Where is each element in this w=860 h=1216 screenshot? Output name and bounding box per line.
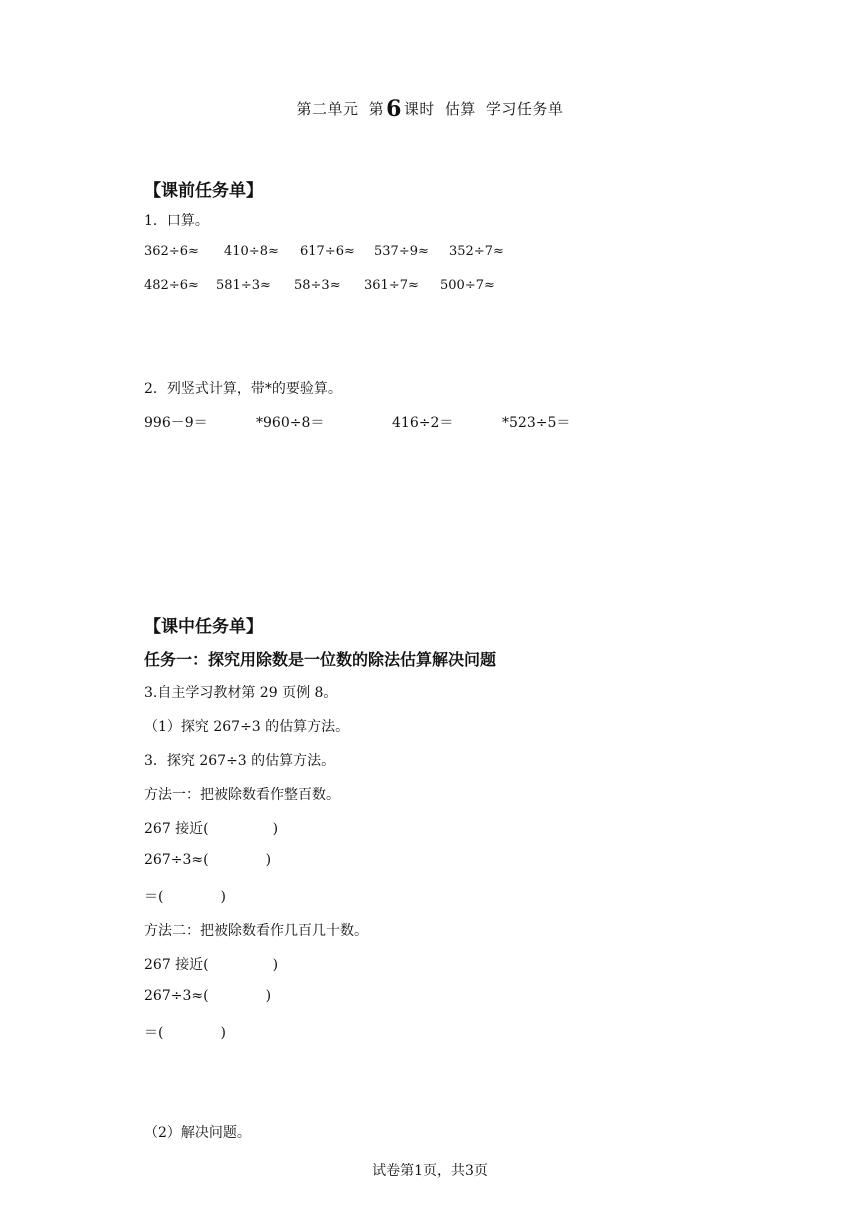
title-topic: 估算 — [444, 100, 476, 118]
study-instruction: 3.自主学习教材第 29 页例 8。 — [144, 685, 338, 701]
pre-class-heading: 【课前任务单】 — [144, 181, 263, 201]
vertical-calc-row — [144, 412, 570, 432]
oral-calc-row-2 — [144, 278, 495, 293]
method-two-label: 方法二：把被除数看作几百几十数。 — [144, 923, 368, 939]
oral-calc-item: 482÷6≈ — [144, 278, 199, 293]
page-title — [0, 96, 860, 122]
title-unit: 第二单元 — [296, 100, 359, 118]
vertical-calc-item: 416÷2＝ — [392, 415, 454, 431]
vertical-calc-item: 996－9＝ — [144, 415, 208, 431]
q2-label: 2．列竖式计算，带*的要验算。 — [144, 381, 342, 397]
oral-calc-item: 361÷7≈ — [364, 278, 419, 293]
oral-calc-item: 410÷8≈ — [224, 244, 279, 259]
method-one-estimate: 267÷3≈( ) — [144, 852, 272, 868]
sub-question-1: （1）探究 267÷3 的估算方法。 — [144, 719, 350, 735]
oral-calc-item: 617÷6≈ — [300, 244, 355, 259]
title-keshi: 课时 — [403, 100, 435, 118]
method-one-label: 方法一：把被除数看作整百数。 — [144, 787, 340, 803]
oral-calc-item: 352÷7≈ — [449, 244, 504, 259]
oral-calc-row-1 — [144, 244, 504, 259]
method-two-near: 267 接近( ) — [144, 957, 279, 973]
title-di: 第 — [368, 100, 385, 118]
in-class-heading: 【课中任务单】 — [144, 617, 263, 637]
oral-calc-item: 362÷6≈ — [144, 244, 199, 259]
vertical-calc-item: *960÷8＝ — [256, 415, 325, 431]
title-lesson-number: 6 — [386, 96, 402, 122]
method-two-estimate: 267÷3≈( ) — [144, 988, 272, 1004]
q1-label: 1．口算。 — [144, 213, 209, 229]
page-footer: 试卷第1页，共3页 — [372, 1163, 488, 1179]
task-one-title: 任务一：探究用除数是一位数的除法估算解决问题 — [144, 650, 497, 669]
oral-calc-item: 537÷9≈ — [374, 244, 429, 259]
vertical-calc-item: *523÷5＝ — [502, 415, 571, 431]
method-one-equals: ＝( ) — [144, 889, 226, 905]
method-two-equals: ＝( ) — [144, 1025, 226, 1041]
oral-calc-item: 581÷3≈ — [216, 278, 271, 293]
sub-question-2: （2）解决问题。 — [144, 1125, 251, 1141]
oral-calc-item: 500÷7≈ — [440, 278, 495, 293]
title-worksheet: 学习任务单 — [485, 100, 564, 118]
oral-calc-item: 58÷3≈ — [294, 278, 341, 293]
explore-line: 3．探究 267÷3 的估算方法。 — [144, 753, 336, 769]
method-one-near: 267 接近( ) — [144, 821, 279, 837]
